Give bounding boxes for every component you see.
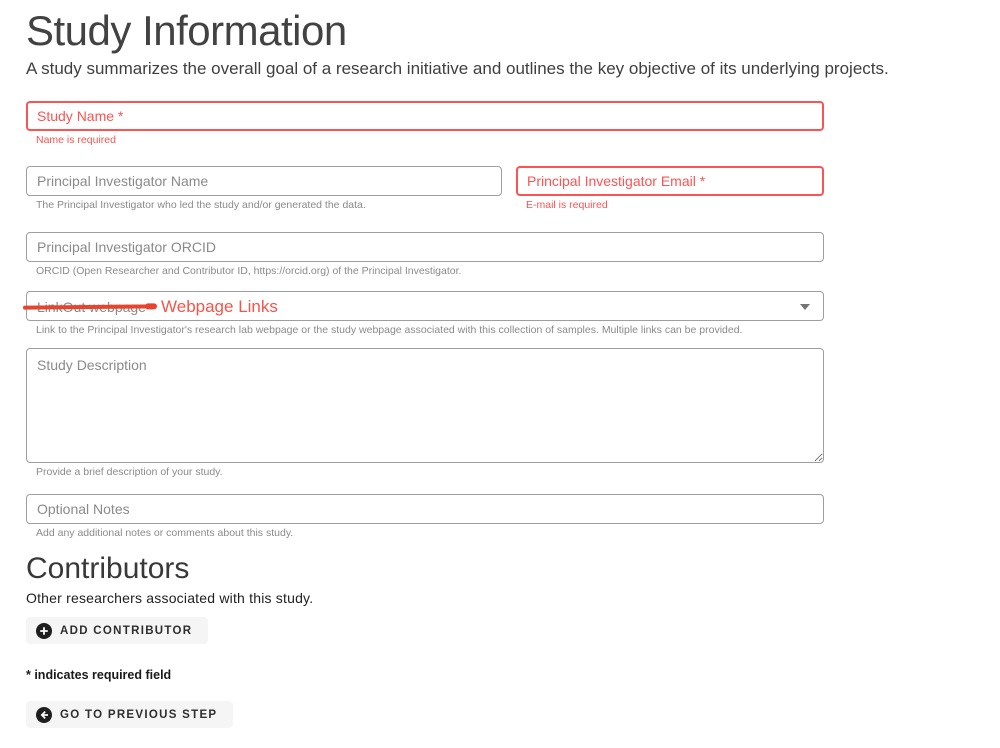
optional-notes-helper: Add any additional notes or comments about this study. (36, 527, 294, 539)
pi-name-group (26, 166, 502, 211)
study-description-group (26, 348, 824, 478)
go-to-previous-step-button[interactable] (26, 701, 233, 728)
add-contributor-label: ADD CONTRIBUTOR (60, 624, 193, 637)
webpage-links-helper: Link to the Principal Investigator's research lab webpage or the study webpage associated with this collection of samples. Multiple links can be provided. (36, 324, 743, 336)
pi-email-input[interactable] (516, 166, 824, 196)
pi-name-helper: The Principal Investigator who led the study and/or generated the data. (36, 199, 366, 211)
optional-notes-input[interactable] (26, 494, 824, 524)
add-contributor-row (26, 617, 824, 644)
pi-orcid-helper: ORCID (Open Researcher and Contributor ID, https://orcid.org) of the Principal Investigator. (36, 265, 462, 277)
arrow-left-circle-icon (36, 707, 52, 723)
pi-email-group (516, 166, 824, 211)
page-title: Study Information (26, 7, 347, 54)
pi-orcid-input[interactable] (26, 232, 824, 262)
study-name-error: Name is required (36, 134, 116, 146)
study-form (26, 101, 824, 728)
webpage-links-group (26, 291, 824, 336)
pi-row (26, 166, 824, 211)
webpage-links-annotation: Webpage Links (161, 297, 278, 316)
pi-name-input[interactable] (26, 166, 502, 196)
study-name-input[interactable] (26, 101, 824, 131)
page-subtitle: A study summarizes the overall goal of a research initiative and outlines the key objective of its underlying projects. (26, 60, 889, 78)
required-field-note: * indicates required field (26, 668, 172, 682)
go-to-previous-step-label: GO TO PREVIOUS STEP (60, 708, 218, 721)
pi-orcid-group (26, 232, 824, 277)
study-description-helper: Provide a brief description of your study. (36, 466, 223, 478)
study-description-textarea[interactable] (26, 348, 824, 463)
pi-email-error: E-mail is required (526, 199, 608, 211)
study-name-group (26, 101, 824, 146)
chevron-down-icon[interactable] (800, 304, 810, 310)
contributors-heading: Contributors (26, 552, 190, 585)
add-contributor-button[interactable] (26, 617, 208, 644)
plus-circle-icon (36, 623, 52, 639)
webpage-links-select[interactable] (26, 291, 824, 321)
optional-notes-group (26, 494, 824, 539)
contributors-description: Other researchers associated with this study. (26, 590, 314, 606)
